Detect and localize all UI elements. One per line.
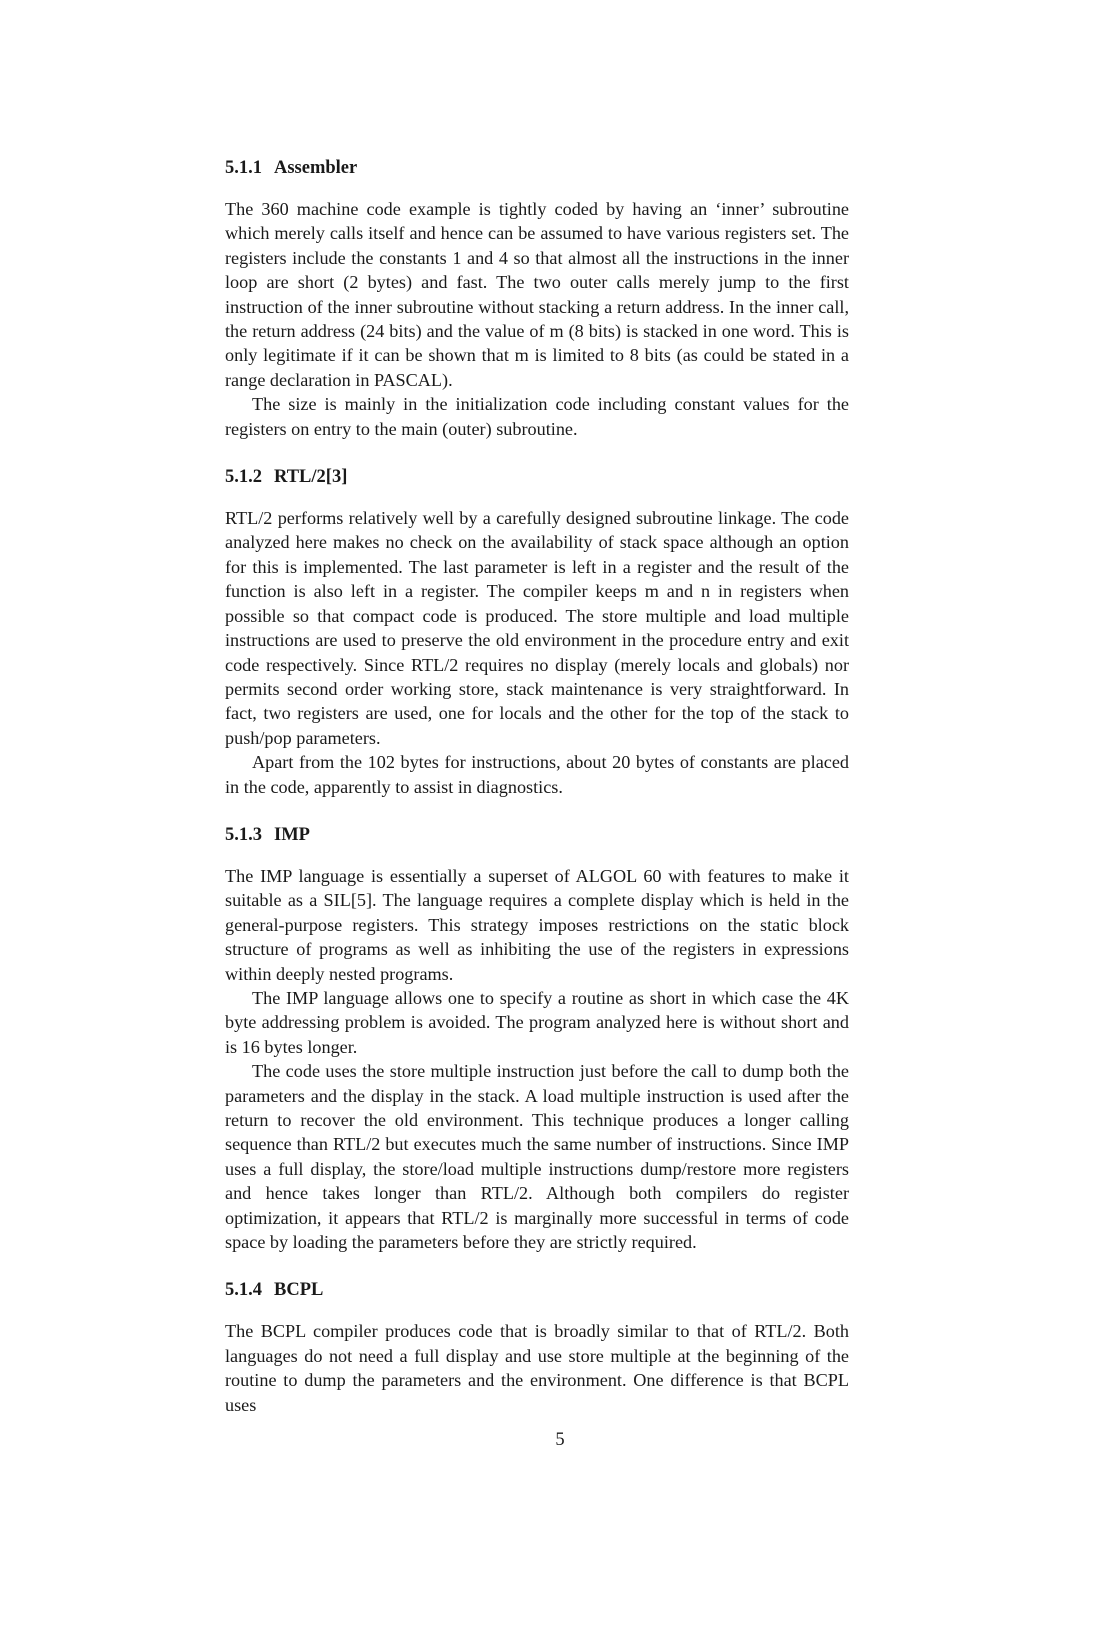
section-heading: [225, 465, 849, 489]
paragraph: The IMP language is essentially a superset of ALGOL 60 with features to make it suitable as a SIL[5]. The language requires a complete display which is held in the general-purpose registers. This strategy imposes restrictions on the static block structure of programs as well as inhibiting the use of the registers in expressions within deeply nested programs.: [225, 865, 849, 984]
section-heading: [225, 1278, 849, 1302]
page-body: [225, 156, 849, 1417]
section-number: 5.1.3: [225, 824, 262, 845]
section-imp: [225, 823, 849, 1255]
paragraph: The size is mainly in the initialization code including constant values for the registers on entry to the main (outer) subroutine.: [225, 394, 849, 439]
section-number: 5.1.1: [225, 158, 262, 178]
section-heading: [225, 823, 849, 847]
page-number: 5: [555, 1430, 565, 1450]
paragraph: Apart from the 102 bytes for instructions, about 20 bytes of constants are placed in the code, apparently to assist in diagnostics.: [225, 752, 849, 797]
paragraph: The IMP language allows one to specify a routine as short in which case the 4K byte addressing problem is avoided. The program analyzed here is without short and is 16 bytes longer.: [225, 987, 849, 1057]
section-number: 5.1.2: [225, 467, 262, 488]
section-number: 5.1.4: [225, 1280, 262, 1301]
section-title: IMP: [274, 824, 310, 845]
section-bcpl: [225, 1278, 849, 1417]
paragraph: The code uses the store multiple instruction just before the call to dump both the parameters and the display in the stack. A load multiple instruction is used after the return to recover the old environment. This technique produces a longer calling sequence than RTL/2 but executes much the same number of instructions. Since IMP uses a full display, the store/load multiple instructions dump/restore more registers and hence takes longer than RTL/2. Although both compilers do register optimization, it appears that RTL/2 is marginally more successful in terms of code space by loading the parameters before they are strictly required.: [225, 1061, 849, 1253]
section-rtl2: [225, 465, 849, 799]
section-heading: [225, 156, 849, 180]
section-title: Assembler: [274, 158, 358, 178]
paragraph: The BCPL compiler produces code that is broadly similar to that of RTL/2. Both languages do not need a full display and use store multiple at the beginning of the routine to dump the parameters and the environment. One difference is that BCPL uses: [225, 1321, 849, 1415]
paragraph: The 360 machine code example is tightly coded by having an ‘inner’ subroutine which merely calls itself and hence can be assumed to have various registers set. The registers include the constants 1 and 4 so that almost all the instructions in the inner loop are short (2 bytes) and fast. The two outer calls merely jump to the first instruction of the inner subroutine without stacking a return address. In the inner call, the return address (24 bits) and the value of m (8 bits) is stacked in one word. This is only legitimate if it can be shown that m is limited to 8 bits (as could be stated in a range declaration in PASCAL).: [225, 199, 849, 390]
section-title: RTL/2[3]: [274, 467, 348, 488]
section-title: BCPL: [274, 1280, 324, 1301]
paragraph: RTL/2 performs relatively well by a carefully designed subroutine linkage. The code analyzed here makes no check on the availability of stack space although an option for this is implemented. The last parameter is left in a register and the result of the function is also left in a register. The compiler keeps m and n in registers when possible so that compact code is produced. The store multiple and load multiple instructions are used to preserve the old environment in the procedure entry and exit code respectively. Since RTL/2 requires no display (merely locals and globals) nor permits second order working store, stack maintenance is very straightforward. In fact, two registers are used, one for locals and the other for the top of the stack to push/pop parameters.: [225, 508, 849, 748]
section-assembler: [225, 156, 849, 441]
